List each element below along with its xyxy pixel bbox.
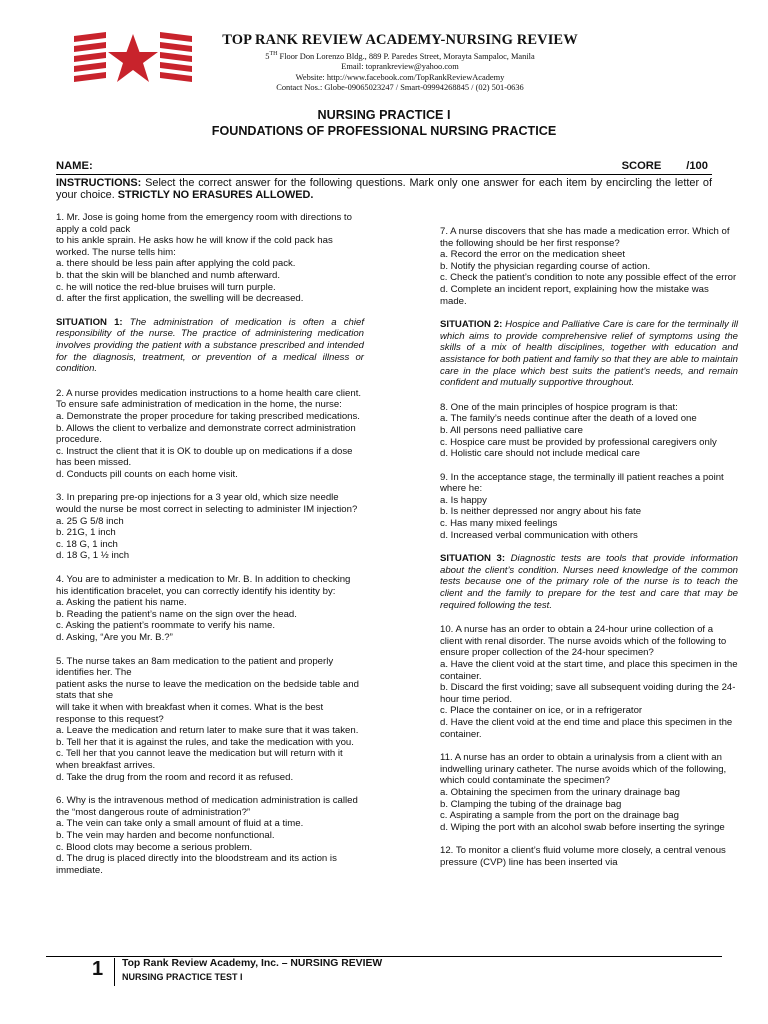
question-5 [56, 656, 364, 784]
question-stem: 8. One of the main principles of hospice program is that: [440, 401, 678, 413]
footer-separator [114, 958, 115, 986]
situation-3 [440, 553, 738, 611]
instructions-warning: STRICTLY NO ERASURES ALLOWED. [117, 189, 314, 202]
question-stem: 5. The nurse takes an 8am medication to the patient and properly identifies her. The [56, 655, 334, 679]
answer-option[interactable]: d. Increased verbal communication with others [440, 529, 638, 541]
answer-option[interactable]: d. Conducts pill counts on each home visit. [56, 468, 238, 480]
question-stem: 2. A nurse provides medication instructions to a home health care client. To ensure safe administration of medication in the home, the nurse: [56, 387, 362, 411]
page-number: 1 [92, 958, 104, 980]
question-12 [440, 845, 738, 868]
answer-option[interactable]: d. after the first application, the swelling will be decreased. [56, 293, 304, 305]
left-column [56, 212, 364, 888]
question-stem: to his ankle sprain. He asks how he will know if the cold pack has worked. The nurse tells him: [56, 235, 333, 258]
answer-option[interactable]: a. Have the client void at the start time, and place this specimen in the container. [440, 659, 738, 682]
situation-text: Diagnostic tests are tools that provide information about the client’s condition. Nurses need knowledge of the common tests because one of the primary role of the nurse is to teach the client and the family to prepare for the test and care that may be required following the test. [440, 553, 738, 611]
organization-name: TOP RANK REVIEW ACADEMY-NURSING REVIEW [222, 32, 578, 48]
question-9 [440, 472, 738, 542]
answer-option[interactable]: c. 18 G, 1 inch [56, 538, 118, 550]
question-stem: 11. A nurse has an order to obtain a urinalysis from a client with an indwelling urinary catheter. The nurse avoids which of the following, which could contaminate the specimen? [440, 752, 727, 787]
question-stem: patient asks the nurse to leave the medication on the bedside table and stats that she [56, 678, 359, 702]
answer-option[interactable]: d. 18 G, 1 ½ inch [56, 550, 130, 562]
answer-option[interactable]: d. Asking, “Are you Mr. B.?” [56, 632, 173, 643]
exam-subtitle: FOUNDATIONS OF PROFESSIONAL NURSING PRACTICE [211, 124, 557, 138]
answer-option[interactable]: b. Allows the client to verbalize and demonstrate correct administration procedure. [56, 422, 356, 446]
answer-option[interactable]: c. Has many mixed feelings [440, 518, 558, 530]
question-stem: 7. A nurse discovers that she has made a medication error. Which of the following should be her first response? [440, 226, 730, 249]
name-score-row [56, 160, 712, 172]
instructions [56, 177, 712, 202]
exam-titles [0, 107, 768, 139]
question-stem: 9. In the acceptance stage, the terminally ill patient reaches a point where he: [440, 471, 724, 495]
footer-test-name: NURSING PRACTICE TEST I [122, 972, 243, 982]
question-stem: 3. In preparing pre-op injections for a 3 year old, which size needle would the nurse be most correct in selecting to administer IM injection? [56, 492, 358, 516]
answer-option[interactable]: b. 21G, 1 inch [56, 527, 116, 539]
answer-option[interactable]: a. Record the error on the medication sheet [440, 249, 626, 261]
situation-1 [56, 317, 364, 375]
answer-option[interactable]: d. Holistic care should not include medical care [440, 448, 640, 460]
answer-option[interactable]: a. Leave the medication and return later to make sure that it was taken. [56, 725, 359, 737]
answer-option[interactable]: d. Wiping the port with an alcohol swab before inserting the syringe [440, 821, 725, 833]
answer-option[interactable]: a. there should be less pain after applying the cold pack. [56, 258, 296, 270]
question-stem: will take it when with breakfast when it comes. What is the best response to this request? [56, 701, 324, 725]
question-stem: 1. Mr. Jose is going home from the emergency room with directions to apply a cold pack [56, 212, 352, 235]
email-line: Email: toprankreview@yahoo.com [341, 62, 459, 72]
instructions-label: INSTRUCTIONS: [56, 177, 142, 189]
answer-option[interactable]: a. Obtaining the specimen from the urinary drainage bag [440, 786, 680, 798]
question-stem: 6. Why is the intravenous method of medication administration is called the “most dangerous route of administration?” [56, 795, 358, 818]
answer-option[interactable]: c. Hospice care must be provided by professional caregivers only [440, 436, 717, 448]
address-line: 5TH Floor Don Lorenzo Bldg., 889 P. Paredes Street, Morayta Sampaloc, Manila [265, 51, 535, 61]
question-3 [56, 492, 364, 562]
letterhead [190, 32, 610, 94]
question-stem: 10. A nurse has an order to obtain a 24-hour urine collection of a client with renal disorder. The nurse avoids which of the following to ensure proper collection of the 24-hour specimen? [440, 624, 727, 659]
answer-option[interactable]: b. All persons need palliative care [440, 424, 583, 436]
answer-option[interactable]: c. Place the container on ice, or in a refrigerator [440, 705, 643, 717]
situation-2 [440, 319, 738, 389]
question-stem: 12. To monitor a client’s fluid volume more closely, a central venous pressure (CVP) line has been inserted via [440, 845, 726, 868]
score-label: SCORE /100 [621, 160, 708, 172]
situation-label: SITUATION 1: [56, 316, 123, 328]
answer-option[interactable]: c. he will notice the red-blue bruises will turn purple. [56, 281, 276, 293]
situation-label: SITUATION 3: [440, 553, 506, 565]
answer-option[interactable]: c. Tell her that you cannot leave the medication but will return with it when breakfast arrives. [56, 748, 343, 771]
answer-option[interactable]: c. Check the patient’s condition to note any possible effect of the error [440, 272, 737, 284]
answer-option[interactable]: a. The family’s needs continue after the death of a loved one [440, 413, 697, 425]
answer-option[interactable]: b. The vein may harden and become nonfunctional. [56, 829, 275, 841]
answer-option[interactable]: a. Demonstrate the proper procedure for taking prescribed medications. [56, 410, 360, 422]
answer-option[interactable]: d. Have the client void at the end time and place this specimen in the container. [440, 716, 733, 740]
answer-option[interactable]: c. Instruct the client that it is OK to double up on medications if a dose has been missed. [56, 445, 353, 469]
question-2 [56, 388, 364, 481]
answer-option[interactable]: b. Tell her that it is against the rules, and take the medication with you. [56, 736, 354, 748]
answer-option[interactable]: c. Blood clots may become a serious problem. [56, 841, 253, 853]
answer-option[interactable]: b. Clamping the tubing of the drainage bag [440, 798, 622, 810]
answer-option[interactable]: d. The drug is placed directly into the bloodstream and its action is immediate. [56, 853, 337, 876]
answer-option[interactable]: b. Discard the first voiding; save all subsequent voiding during the 24-hour time period. [440, 682, 736, 705]
website-line: Website: http://www.facebook.com/TopRankReviewAcademy [295, 72, 505, 82]
answer-option[interactable]: b. Reading the patient’s name on the sign over the head. [56, 608, 297, 620]
answer-option[interactable]: d. Take the drug from the room and record it as refused. [56, 771, 294, 783]
question-7 [440, 226, 738, 307]
answer-option[interactable]: d. Complete an incident report, explaining how the mistake was made. [440, 283, 709, 307]
footer-divider [46, 956, 722, 957]
situation-text: The administration of medication is often a chief responsibility of the nurse. The practice of administering medication involves providing the patient with a substance prescribed and intended for the diagnosis, treatment, or prevention of a medical illness or condition. [56, 316, 364, 375]
question-1 [56, 212, 364, 305]
answer-option[interactable]: c. Asking the patient’s roommate to verify his name. [56, 620, 275, 632]
question-6 [56, 795, 364, 876]
exam-title: NURSING PRACTICE I [317, 108, 451, 122]
question-11 [440, 752, 738, 833]
question-4 [56, 574, 364, 644]
question-10 [440, 624, 738, 740]
instructions-text: Select the correct answer for the following questions. Mark only one answer for each item by encircling the letter of your choice. [56, 177, 712, 202]
answer-option[interactable]: a. 25 G 5/8 inch [56, 515, 124, 527]
divider [56, 174, 712, 175]
situation-label: SITUATION 2: [440, 319, 503, 331]
answer-option[interactable]: a. Asking the patient his name. [56, 597, 187, 609]
right-column [440, 226, 738, 881]
answer-option[interactable]: c. Aspirating a sample from the port on the drainage bag [440, 810, 679, 822]
answer-option[interactable]: b. Notify the physician regarding course of action. [440, 260, 651, 272]
answer-option[interactable]: a. Is happy [440, 494, 487, 506]
name-label: NAME: [56, 160, 93, 172]
answer-option[interactable]: b. Is neither depressed nor angry about his fate [440, 506, 642, 518]
answer-option[interactable]: b. that the skin will be blanched and numb afterward. [56, 269, 280, 281]
question-8 [440, 402, 738, 460]
answer-option[interactable]: a. The vein can take only a small amount of fluid at a time. [56, 818, 304, 830]
situation-text: Hospice and Palliative Care is care for the terminally ill which aims to provide comprehensive relief of symptoms using the skills of a mix of health disciplines, together with education and assistance for both patient and family so that they are able to maintain care in the place which best suits the patient’s needs, and remain confident and mutually supportive throughout. [440, 319, 738, 389]
footer-org: Top Rank Review Academy, Inc. – NURSING REVIEW [122, 958, 383, 969]
contact-line: Contact Nos.: Globe-09065023247 / Smart-09994268845 / (02) 501-0636 [276, 83, 524, 93]
question-stem: 4. You are to administer a medication to Mr. B. In addition to checking his identification bracelet, you can correctly identify his identity by: [56, 574, 351, 597]
academy-logo [74, 30, 192, 90]
